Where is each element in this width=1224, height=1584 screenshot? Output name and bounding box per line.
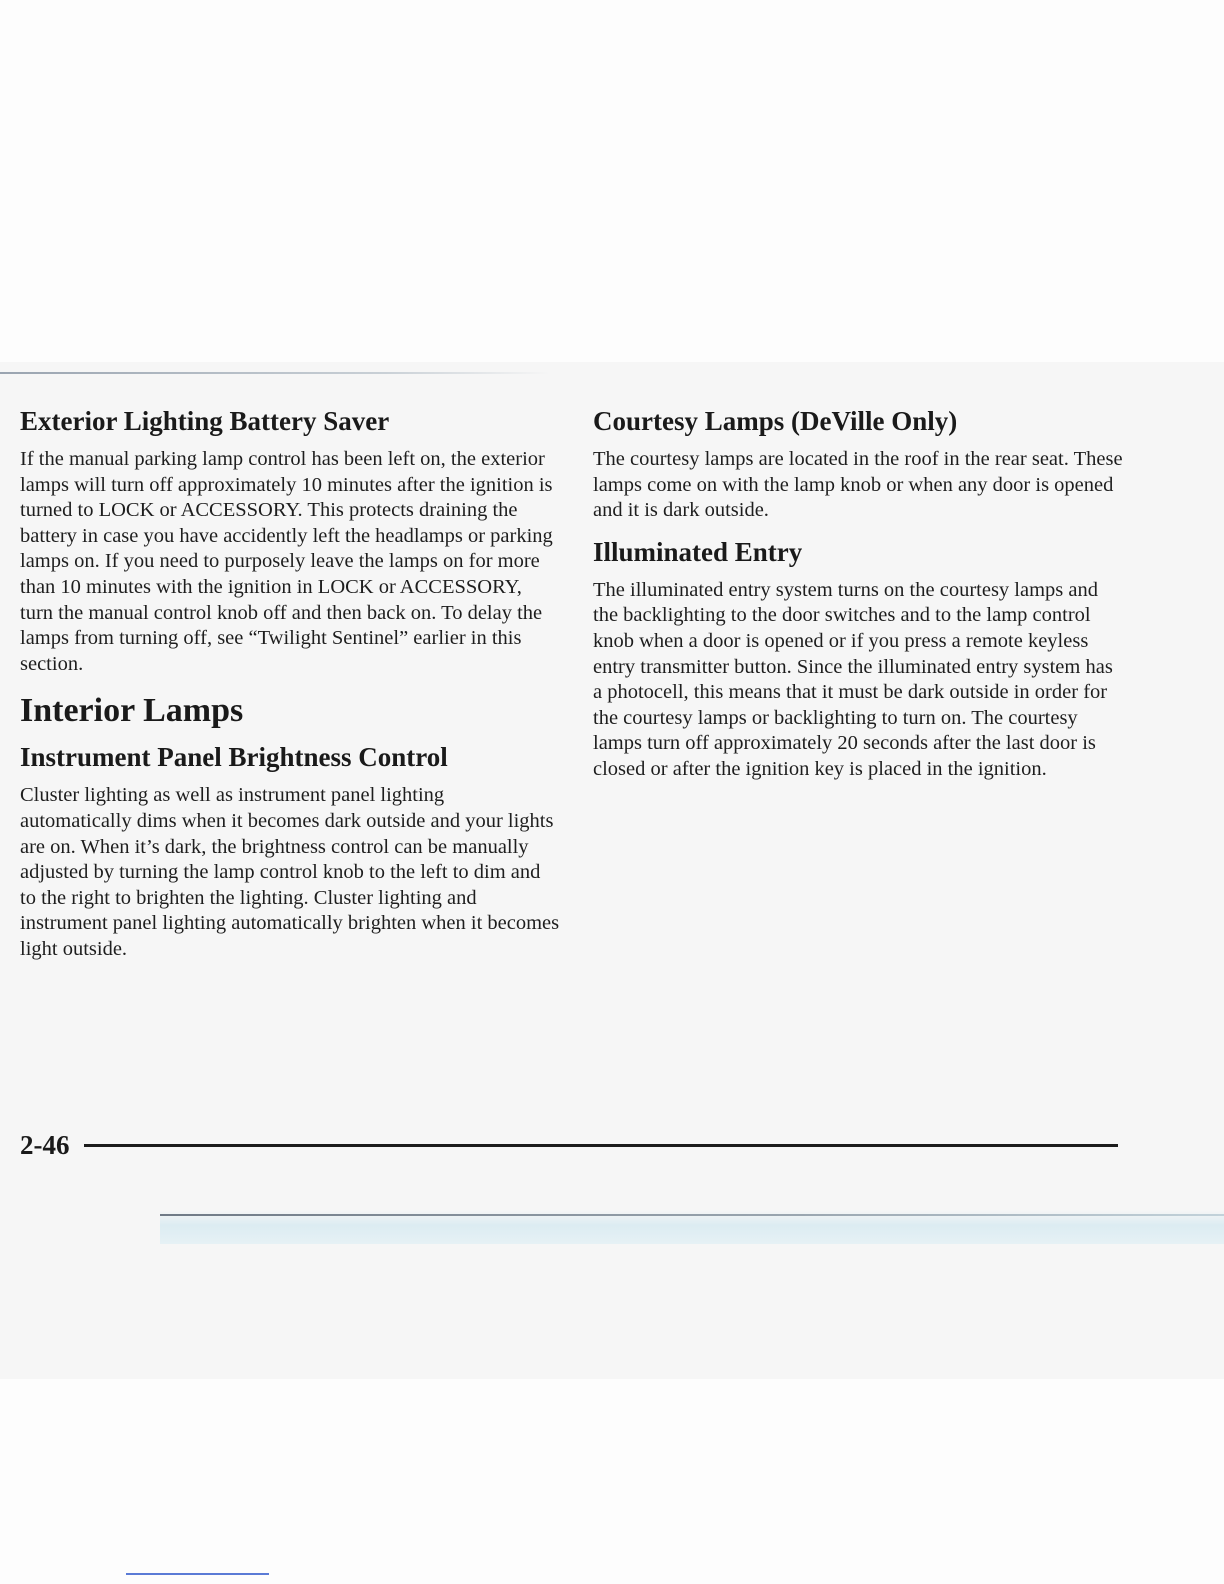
- courtesy-lamps-heading: Courtesy Lamps (DeVille Only): [593, 406, 958, 436]
- courtesy-lamps-section: [593, 405, 1123, 524]
- right-column: [593, 405, 1123, 795]
- brightness-control-heading: Instrument Panel Brightness Control: [20, 742, 448, 773]
- interior-lamps-title: Interior Lamps: [20, 692, 244, 730]
- bottom-divider: [160, 1214, 1224, 1216]
- page-footer: [20, 1128, 1120, 1164]
- footer-link-underline: [126, 1573, 269, 1575]
- illuminated-entry-body: The illuminated entry system turns on the courtesy lamps and the backlighting to the door switches and to the lamp control knob when a door is opened or if you press a remote keyless entry transmitter button. Since the illuminated entry system has a photocell, this means that it must be dark outside in order for the courtesy lamps or backlighting to turn on. The courtesy lamps turn off approximately 20 seconds after the last door is closed or after the ignition key is placed in the ignition.: [593, 578, 1113, 780]
- illuminated-entry-heading: Illuminated Entry: [593, 536, 803, 567]
- battery-saver-section: [20, 405, 560, 677]
- battery-saver-heading: Exterior Lighting Battery Saver: [20, 406, 390, 436]
- page-number: 2-46: [20, 1130, 70, 1160]
- courtesy-lamps-body: The courtesy lamps are located in the roof in the rear seat. These lamps come on with the lamp knob or when any door is opened and it is dark outside.: [593, 448, 1123, 522]
- footer-rule: [84, 1144, 1118, 1147]
- top-divider: [0, 372, 550, 374]
- battery-saver-body: If the manual parking lamp control has been left on, the exterior lamps will turn off approximately 10 minutes after the ignition is turned to LOCK or ACCESSORY. This protects draining the battery in case you have accidently left the headlamps or parking lamps on. If you need to purposely leave the lamps on for more than 10 minutes with the ignition in LOCK or ACCESSORY, turn the manual control knob off and then back on. To delay the lamps from turning off, see “Twilight Sentinel” earlier in this section.: [20, 448, 553, 675]
- brightness-control-body: Cluster lighting as well as instrument panel lighting automatically dims when it becomes dark outside and your lights are on. When it’s dark, the brightness control can be manually adjusted by turning the lamp control knob to the left to dim and to the right to brighten the lighting. Cluster lighting and instrument panel lighting automatically brighten when it becomes light outside.: [20, 784, 560, 960]
- left-column: [20, 405, 560, 975]
- illuminated-entry-section: [593, 536, 1123, 783]
- interior-lamps-section: [20, 691, 560, 962]
